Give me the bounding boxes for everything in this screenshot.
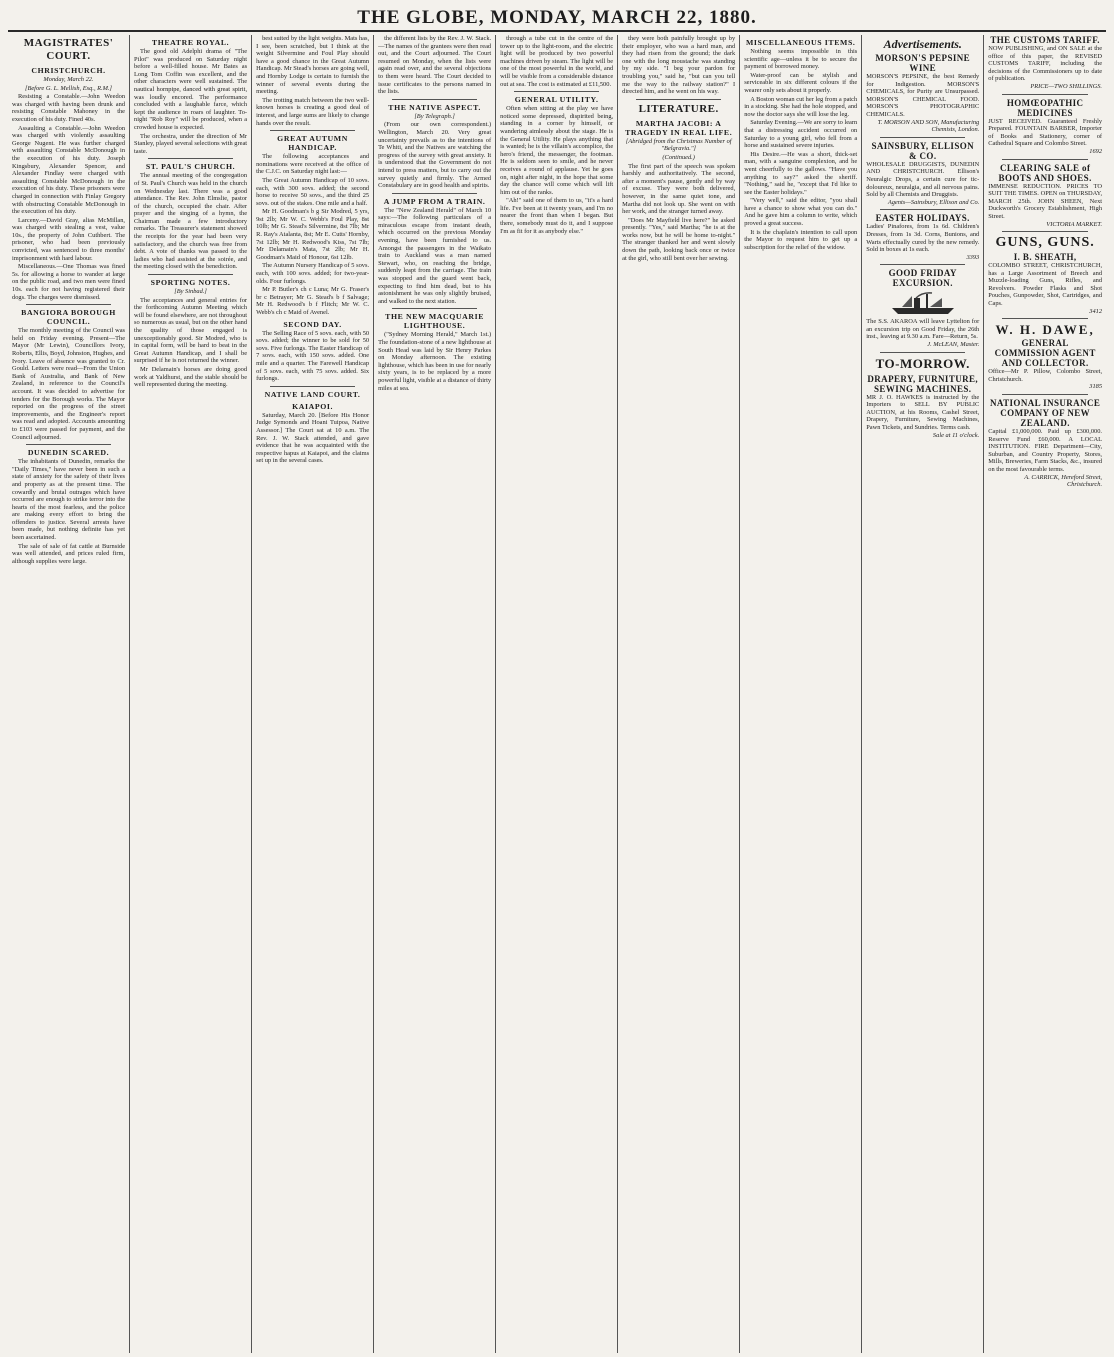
divider [26, 444, 111, 445]
divider [1002, 231, 1088, 232]
continued-line: (Continued.) [662, 153, 695, 161]
byline: [Abridged from the Christmas Number of "Belgravia."] [625, 137, 732, 153]
divider [514, 91, 599, 92]
paragraph: "Does Mr Mayfield live here?" he asked presently. "Yes," said Martha; "he is at the works now, but he will be home to-night." The stranger thanked her and went slowly down the path, looking back once or twice at the girl, who still bent over her sewing. [622, 216, 736, 262]
paragraph: The sale of sale of fat cattle at Burnside was well attended, and prices ruled firm, although supplies were large. [12, 542, 126, 565]
sub-heading: DUNEDIN SCARED. [27, 448, 110, 458]
ad-heading: MORSON'S PEPSINE WINE [875, 53, 971, 73]
divider [880, 264, 965, 265]
ad-footer: A. CARRICK, Hereford Street, Christchurch. [1024, 473, 1103, 489]
ad-heading: SAINSBURY, ELLISON & CO. [871, 140, 975, 161]
advertisement [988, 398, 1102, 489]
ad-footer: Sale at 11 o'clock. [932, 431, 980, 439]
steamship-icon [888, 290, 958, 316]
ad-heading: GENERAL COMMISSION AGENT AND COLLECTOR. [994, 338, 1096, 369]
paragraph: "Very well," said the editor, "you shall have a chance to show what you can do." And he gave him a column to write, which proved a great success. [744, 197, 858, 228]
paragraph: Larceny.—David Gray, alias McMillan, was charged with stealing a vest, value 10s., the property of John Cuthbert. The prisoner, who had been previously convicted, was sentenced to three months' imprisonment with hard labour. [12, 216, 126, 262]
paragraph: The good old Adelphi drama of "The Pilot" was produced on Saturday night before a well-filled house. Mr Bates as Long Tom Coffin was excellent, and the other characters were well sustained. The nautical hornpipe, danced with great spirit, was loudly encored. The performance concluded with a laughable farce, which kept the audience in roars of laughter. To-night "Rob Roy" will be produced, when a crowded house is expected. [134, 48, 248, 131]
divider [270, 130, 355, 131]
column-8 [862, 35, 984, 1353]
paragraph: Mr P. Butler's ch c Luna; Mr G. Fraser's br c Betrayer; Mr G. Stead's b f Salvage; Mr H. Redwood's b f Flitch; Mr W. C. Webb's ch c Maid of Avenel. [256, 286, 370, 316]
paragraph: The inhabitants of Dunedin, remarks the "Daily Times," have never been in such a state of anxiety for the safety of their lives and property as at the present time. The cowardly and brutal outrages which have occurred are enough to strike terror into the hearts of the most fearless, and the police are making every effort to bring the offenders to justice. Several arrests have been made, but nothing definite has yet been ascertained. [12, 458, 126, 542]
bench-line: [Before G. L. Mellish, Esq., R.M.] [24, 84, 113, 92]
section-title: MISCELLANEOUS ITEMS. [745, 38, 856, 47]
divider [1002, 318, 1088, 319]
ad-heading: EASTER HOLIDAYS. [875, 213, 970, 224]
sub-heading: BANGIORA BOROUGH COUNCIL. [21, 308, 116, 327]
ad-footer: 1692 [1089, 147, 1103, 155]
paragraph: It is the chaplain's intention to call upon the Mayor to request him to get up a subscription for the relief of the widow. [744, 228, 858, 251]
sub-heading: GREAT AUTUMN HANDICAP. [277, 134, 348, 153]
paragraph: (From our own correspondent.) Wellington, March 20. Very great uncertainty prevails as to the intentions of Te Whiti, and the Natives are watching the progress of the survey with great anxiety. It is understood that the Government do not intend to press matters, but to carry out the survey quietly and firmly. The Armed Constabulary are in good health and spirits. [378, 121, 492, 190]
sub-heading: ST. PAUL'S CHURCH. [145, 162, 236, 172]
advertisement [988, 252, 1102, 315]
sub-heading: GENERAL UTILITY. [514, 95, 599, 105]
place-heading: CHRISTCHURCH. [31, 66, 106, 75]
sub-heading: KAIAPOI. [292, 401, 334, 411]
divider [1002, 159, 1088, 160]
divider [270, 386, 355, 387]
advertisement [988, 35, 1102, 91]
ad-text: MR J. O. HAWKES is instructed by the Importers to SELL BY PUBLIC AUCTION, at his Rooms, Cashel Street, Drapery, Furniture, Sewing Machines, Pawn Tickets, and Sundries. Terms cash. [866, 393, 980, 432]
ad-footer: Agents—Sainsbury, Ellison and Co. [887, 198, 980, 206]
ad-text: Office—Mr P. Pillow, Colombo Street, Christchurch. [988, 368, 1103, 383]
column-4 [374, 35, 496, 1353]
paragraph: The orchestra, under the direction of Mr Stanley, played several selections with great taste. [134, 132, 248, 155]
paragraph: through a tube cut in the centre of the tower up to the light-room, and the electric light will be produced by two powerful machines driven by steam. The light will be one of the most powerful in the world, and will be visible from a considerable distance out at sea. The cost is estimated at £11,500. [500, 35, 614, 88]
paragraph: The annual meeting of the congregation of St. Paul's Church was held in the church on Wednesday last. There was a good attendance. The Rev. John Elmslie, pastor of the church, occupied the chair. After prayer and the singing of a hymn, the Chairman made a few introductory remarks. The Treasurer's statement showed the receipts for the year had been very satisfactory, and the church was free from debt. A vote of thanks was passed to the ladies who had assisted at the soirée, and the meeting closed with the benediction. [134, 172, 248, 271]
divider [880, 209, 965, 210]
tomorrow-heading: TO-MORROW. [875, 355, 970, 371]
paragraph: A Boston woman cut her leg from a patch in a stocking. She had the hole stopped, and now the doctor says she will lose the leg. [744, 95, 858, 118]
ad-text: The S.S. AKAROA will leave Lyttelton for an excursion trip on Good Friday, the 26th inst., leaving at 9.30 a.m. Fare—Return, 5s. [866, 318, 980, 341]
advertisement [988, 163, 1102, 229]
sub-heading: THEATRE ROYAL. [151, 38, 230, 47]
paragraph: The monthly meeting of the Council was held on Friday evening. Present—The Mayor (Mr Lewin), Councillors Ivory, Roberts, Ellis, Boyd, Johnston, Hughes, and Ivory. Leave of absence was granted to Cr. Gould. Letters were read—From the Union Bank of Australia, and Bank of New Zealand, in reference to the Council's account. It was decided to advertise for tenders for the Borough works. The Mayor reported on the progress of the street improvements, and the Engineer's report was read and adopted. Accounts amounting to £103 were passed for payment, and the Council adjourned. [12, 327, 126, 441]
byline: [By Sinbad.] [174, 288, 207, 296]
divider [148, 158, 233, 159]
sub-heading: MARTHA JACOBI: A TRAGEDY IN REAL LIFE. [625, 118, 733, 137]
ad-text: Ladies' Pinafores, from 1s 6d. Children's Dresses, from 1s 3d. Corns, Bunions, and Warts effectually cured by the new remedy. Sold in boxes at 1s each. [866, 223, 980, 254]
column-3 [252, 35, 374, 1353]
paragraph: Saturday Evening.—We are sorry to learn that a distressing accident occurred on Saturday to a young girl, who fell from a horse and sustained severe injuries. [744, 119, 858, 150]
paragraph: The Autumn Nursery Handicap of 5 sovs. each, with 100 sovs. added; for two-year-olds. Four furlongs. [256, 262, 370, 285]
ad-heading: HOMŒOPATHIC MEDICINES [1006, 97, 1084, 118]
divider [392, 308, 477, 309]
paragraph: The first part of the speech was spoken harshly and authoritatively. The second, after a moment's pause, gently and by way of excuse. They were both delivered, however, in the same quiet tone, and Martha did not look up. She went on with her work, and the stranger turned away. [622, 162, 736, 216]
ad-heading: GOOD FRIDAY EXCURSION. [888, 268, 957, 289]
dawe-heading: W. H. DAWE, [995, 322, 1095, 338]
advertisement [866, 268, 979, 348]
advertisement [866, 213, 979, 261]
divider [1002, 94, 1088, 95]
sub-heading: SPORTING NOTES. [150, 278, 231, 288]
divider [26, 304, 111, 305]
ad-footer: T. MORSON AND SON, Manufacturing Chemists, London. [877, 118, 980, 134]
ad-footer: J. McLEAN, Master. [927, 341, 980, 349]
guns-heading: GUNS, GUNS. [995, 235, 1095, 251]
columns [8, 35, 1106, 1353]
paragraph: Saturday, March 20. [Before His Honor Judge Symonds and Hoani Tuipoa, Native Assessor.] The Court sat at 10 a.m. The Rev. J. W. Stack attended, and gave evidence that he was acquainted with the respective hapus at Kaiapoi, and the claims set up in the several cases. [256, 411, 370, 465]
ad-text: JUST RECEIVED. Guaranteed Freshly Prepared. FOUNTAIN BARBER, Importer of Books and Stationery, corner of Cathedral Square and Colombo Street. [988, 117, 1103, 148]
divider [636, 99, 721, 100]
advertisements-heading: Advertisements. [883, 37, 962, 51]
ad-footer: 3185 [1089, 383, 1103, 391]
divider [880, 137, 965, 138]
advertisement [988, 98, 1102, 156]
sub-heading: THE NATIVE ASPECT. [388, 102, 481, 112]
ad-heading: CLEARING SALE of BOOTS AND SHOES. [998, 162, 1092, 183]
paragraph: the different lists by the Rev. J. W. Stack.—The names of the grantees were then read out, and the Court adjourned. The Court resumed on Monday, when the lists were again read over, and the several objections to them were heard. The Court decided to issue certificates to the persons named in the lists. [378, 35, 492, 96]
paragraph: The Selling Race of 5 sovs. each, with 50 sovs. added; the winner to be sold for 50 sovs. Five furlongs. The Easter Handicap of 7 sovs. each, with 150 sovs. added. One mile and a quarter. The Farewell Handicap of 5 sovs. each, with 75 sovs. added. Six furlongs. [256, 329, 370, 383]
advertisement [866, 374, 979, 440]
ad-text: Capital £1,000,000. Paid up £300,000. Reserve Fund £60,000. A LOCAL INSTITUTION. FIRE Department—City, Suburban, and Country Property, Stores, Mills, Breweries, Farm Stacks, &c., insured on the most favourable terms. [988, 428, 1103, 473]
paragraph: Mr Delamain's horses are doing good work at Yaldhurst, and the stable should be well represented during the meeting. [134, 365, 248, 389]
divider [1002, 394, 1088, 395]
advertisement [988, 338, 1102, 391]
masthead: THE GLOBE, MONDAY, MARCH 22, 1880. [8, 6, 1106, 32]
column-2 [130, 35, 252, 1353]
column-9 [984, 35, 1106, 1353]
date-line: Monday, March 22. [43, 76, 94, 83]
paragraph: Nothing seems impossible in this scientific age—unless it be to secure the payment of borrowed money. [744, 48, 858, 71]
ad-text: MORSON'S PEPSINE, the best Remedy for Indigestion. MORSON'S CHEMICALS, for Purity are Unsurpassed. MORSON'S CHEMICAL FOOD. MORSON'S PHOTOGRAPHIC CHEMICALS. [866, 73, 980, 118]
divider [148, 274, 233, 275]
ad-text: IMMENSE REDUCTION. PRICES TO SUIT THE TIMES. OPEN on THURSDAY, MARCH 25th. JOHN SHEEN, Next Duckworth's Grocery Establishment, High Street. [988, 182, 1103, 220]
column-7 [740, 35, 862, 1353]
byline: [By Telegraph.] [414, 112, 455, 120]
paragraph: best suited by the light weights. Mats has, I see, been scratched, but I think at the weight Silvermine and Foul Play should have a good chance in the Great Autumn Handicap. Mr Stead's horses are going well, and Hornby Lodge is certain to furnish the winner of several events during the meeting. [256, 35, 370, 96]
paragraph: The following acceptances and nominations were received at the office of the C.J.C. on Saturday night last:— [256, 153, 370, 176]
ad-footer: PRICE—TWO SHILLINGS. [1030, 82, 1103, 90]
section-title: MAGISTRATES' COURT. [23, 37, 114, 62]
advertisement [866, 53, 979, 134]
advertisement [866, 141, 979, 207]
column-5 [496, 35, 618, 1353]
paragraph: The trotting match between the two well-known horses is creating a good deal of interest, and large sums are likely to change hands over the result. [256, 96, 370, 127]
divider [392, 193, 477, 194]
divider [880, 352, 965, 353]
ad-footer: 3393 [966, 253, 980, 261]
ad-footer: 3412 [1089, 307, 1103, 315]
sub-heading: SECOND DAY. [283, 319, 342, 329]
ad-heading: I. B. SHEATH, [1013, 252, 1077, 263]
sub-heading: A JUMP FROM A TRAIN. [383, 196, 486, 206]
ad-text: NOW PUBLISHING, and ON SALE at the office of this paper, the REVISED CUSTOMS TARIFF, including the decisions of the Commissioners up to date of publication. [988, 45, 1103, 83]
ad-heading: DRAPERY, FURNITURE, SEWING MACHINES. [867, 373, 979, 394]
paragraph: Resisting a Constable.—John Weedon was charged with having been drunk and resisting Constable Mahoney in the execution of his duty. Fined 40s. [12, 93, 126, 123]
paragraph: The Great Autumn Handicap of 10 sovs. each, with 300 sovs. added; the second horse to receive 50 sovs., and the third 25 sovs. out of the stakes. One mile and a half. [256, 176, 370, 207]
paragraph: Mr H. Goodman's b g Sir Modred, 5 yrs, 9st 2lb; Mr W. C. Webb's Foul Play, 8st 10lb; Mr G. Stead's Silvermine, 8st 7lb; Mr R. Ray's Atalanta, 8st; Mr E. Cutts' Hornby, 7st 12lb; Mr H. Redwood's Kiss, 7st 7lb; Mr Delamain's Mata, 7st 2lb; Mr H. Goodman's Maid of Honour, 6st 12lb. [256, 208, 370, 261]
column-6 [618, 35, 740, 1353]
section-title: LITERATURE. [638, 102, 719, 115]
paragraph: Often when sitting at the play we have noticed some depressed, dispirited being, standing in a corner by himself, or wandering aimlessly about the stage. He is the General Utility. He plays anything that is wanted; he is the villain's accomplice, the hero's friend, the messenger, the footman. He is seldom seen to smile, and he never receives a round of applause. Yet he goes on, night after night, in the hope that some day the chance will come which will lift him out of the ranks. [500, 105, 614, 196]
sub-heading: NATIVE LAND COURT. [264, 389, 361, 399]
ad-text: COLOMBO STREET, CHRISTCHURCH, has a Large Assortment of Breech and Muzzle-loading Guns, Rifles, and Revolvers. Powder Flasks and Shot Pouches, Gunpowder, Shot, Cartridges, and Caps. [988, 262, 1103, 308]
paragraph: "Ah!" said one of them to us, "it's a hard life. I've been at it twenty years, and I'm no nearer the front than when I began. But there, somebody must do it, and I suppose I'm as fit for it as anybody else." [500, 197, 614, 235]
paragraph: His Desire.—He was a short, thick-set man, with a sanguine complexion, and he went cheerfully to the gallows. "Have you anything to say?" asked the sheriff. "Nothing," said he, "except that I'd like to see the Easter holidays." [744, 150, 858, 196]
column-1 [8, 35, 130, 1353]
paragraph: The acceptances and general entries for the forthcoming Autumn Meeting which will be found elsewhere, are not throughout so numerous as usual, but on the other hand the quality of those engaged is unexceptionably good. Sir Modred, who is in capital form, will be hard to beat in the Great Autumn Handicap, and I shall be surprised if he is not returned the winner. [134, 296, 248, 365]
divider [392, 99, 477, 100]
paragraph: The "New Zealand Herald" of March 10 says:—The following particulars of a miraculous escape from instant death, which occurred on the previous Monday evening, have been furnished to us. Amongst the passengers in the Waikato train to Auckland was a man named Stewart, who, on reaching the bridge, suddenly leapt from the carriage. The train was stopped and the guard went back, expecting to find him dead, but to his astonishment he was only slightly bruised, and walked to the next station. [378, 206, 492, 305]
paragraph: Assaulting a Constable.—John Weedon was charged with violently assaulting George Nugent. He was further charged with assaulting Constable McDonough in the execution of his duty. Joseph Kingsbury, Alexander Spencer, and Alexander Findlay were charged with assaulting Constable McDonough in the execution of his duty. These prisoners were charged in connection with Finlay Gregory with obstructing Constable McDonough in the execution of his duty. [12, 124, 126, 216]
paragraph: ("Sydney Morning Herald," March 1st.) The foundation-stone of a new lighthouse at South Head was laid by Sir Henry Parkes on Monday afternoon. The existing lighthouse, which has been in use for nearly sixty years, is to be replaced by a more powerful light, visible at a distance of thirty miles at sea. [378, 331, 492, 392]
paragraph: Miscellaneous.—One Thomas was fined 5s. for allowing a horse to wander at large on the public road, and two men were fined 10s. each for not having registered their dogs. The charges were dismissed. [12, 263, 126, 301]
ad-footer: VICTORIA MARKET. [1046, 220, 1103, 228]
sub-heading: THE NEW MACQUARIE LIGHTHOUSE. [385, 312, 485, 331]
ad-heading: THE CUSTOMS TARIFF. [990, 35, 1100, 45]
ad-heading: NATIONAL INSURANCE COMPANY OF NEW ZEALAND. [989, 398, 1101, 429]
paragraph: Water-proof can be stylish and serviceable in six different colours if the wearer only sets about it properly. [744, 71, 858, 94]
ad-text: WHOLESALE DRUGGISTS, DUNEDIN AND CHRISTCHURCH. Ellison's Neuralgic Drops, a certain cure for tic-doloureux, neuralgia, and all nervous pains. Sold by all Chemists and Druggists. [866, 160, 980, 199]
paragraph: they were both painfully brought up by their employer, who was a hard man, and they had risen from the ground; the dark one with the long moustache was standing by my side. "I beg your pardon for troubling you," said he, "but can you tell me the way to the railway station?" I directed him, and he went on his way. [622, 35, 736, 96]
